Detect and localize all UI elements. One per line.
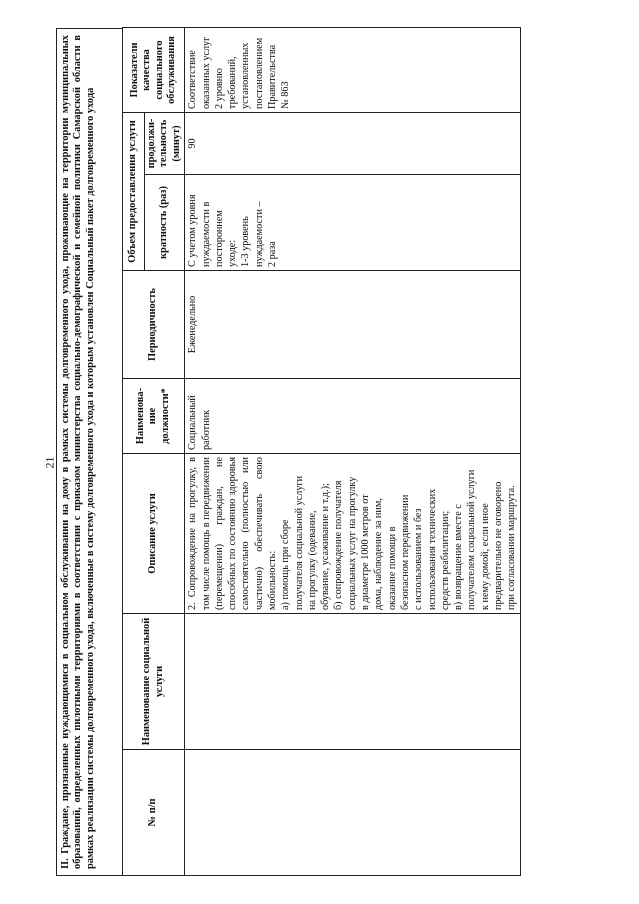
multiplicity-line: нуждаемости в bbox=[200, 201, 212, 267]
description-line: предварительно не оговорено bbox=[493, 481, 505, 610]
description-line: оказание помощи в bbox=[386, 526, 398, 610]
header-num: № п/п bbox=[123, 750, 185, 876]
description-line: на прогулку (одевание, bbox=[306, 510, 318, 610]
description-line: получателем социальной услуги bbox=[466, 469, 478, 610]
quality-list bbox=[186, 31, 292, 109]
quality-line: 2 уровню bbox=[213, 68, 225, 109]
multiplicity-line: уходе: bbox=[227, 239, 239, 267]
multiplicity-list bbox=[186, 178, 279, 267]
cell-service-name bbox=[185, 614, 520, 750]
quality-line: Соответствие bbox=[187, 50, 199, 109]
description-line: б) сопровождение получателя bbox=[333, 480, 345, 610]
quality-line: установленных bbox=[240, 42, 252, 109]
description-line: с использованием и без bbox=[413, 508, 425, 610]
multiplicity-line: нуждаемости – bbox=[253, 201, 265, 267]
quality-line: постановлением bbox=[253, 37, 265, 109]
description-line: социальных услуг на прогулку bbox=[346, 476, 358, 610]
quality-line: № 863 bbox=[280, 81, 292, 109]
description-line: дома, наблюдение за ним, bbox=[373, 498, 385, 610]
description-intro: 2. Сопровождение на прогулку, в том числе помощь в передвижении (перемещении) граждан, не способных по состоянию здоровья самостоятельно (полностью или частично) обеспечивать свою мобильность: bbox=[187, 457, 278, 610]
header-service-name: Наименование социальной услуги bbox=[123, 614, 185, 750]
table-row bbox=[185, 27, 520, 875]
multiplicity-line: 1-3 уровень bbox=[240, 216, 252, 267]
description-line: безопасном передвижении bbox=[399, 494, 411, 610]
quality-line: требований, bbox=[227, 56, 239, 109]
header-duration: продолжи-тельность (минут) bbox=[145, 112, 185, 174]
multiplicity-line: С учетом уровня bbox=[187, 194, 199, 267]
header-periodicity: Периодичность bbox=[123, 271, 185, 379]
cell-multiplicity bbox=[185, 175, 520, 271]
description-line: использования технических bbox=[426, 488, 438, 610]
multiplicity-line: 2 раза bbox=[267, 241, 278, 267]
quality-line: оказанных услуг bbox=[200, 36, 212, 109]
header-quality: Показатели качества социального обслуживания bbox=[123, 27, 185, 112]
header-description: Описание услуги bbox=[123, 454, 185, 614]
header-multiplicity: кратность (раз) bbox=[145, 175, 185, 271]
cell-periodicity: Еженедельно bbox=[185, 271, 520, 379]
quality-line: Правительства bbox=[267, 44, 278, 109]
cell-position: Социальный работник bbox=[185, 379, 520, 454]
cell-duration: 90 bbox=[185, 112, 520, 174]
page-number: 21 bbox=[42, 456, 57, 469]
header-position: Наименова-ние должности* bbox=[123, 379, 185, 454]
services-table bbox=[122, 27, 521, 876]
description-list bbox=[279, 457, 518, 610]
section-heading-text: II. Граждане, признанные нуждающимися в социальном обслуживании на дому в рамках системы долговременного ухода, проживающие на территории муниципальных образований, определенных пилотными территориями в соответствии с приказом министерства социально-демографической и семейной политики Самарской области в рамках реализации системы долговременного ухода, включенные в систему долговременного ухода и которым установлен Социальный пакет долговременного ухода bbox=[60, 35, 96, 869]
cell-quality bbox=[185, 27, 520, 112]
description-line: средств реабилитации; bbox=[439, 510, 451, 610]
multiplicity-line: постороннем bbox=[213, 210, 225, 267]
cell-num bbox=[185, 750, 520, 876]
description-line: в диаметре 1000 метров от bbox=[360, 494, 372, 610]
description-line: при согласовании маршрута. bbox=[506, 485, 518, 610]
description-line: обувание, усаживание и т.д.); bbox=[320, 483, 332, 610]
cell-description bbox=[185, 454, 520, 614]
description-line: получателя социальной услуги bbox=[293, 475, 305, 610]
section-heading bbox=[56, 28, 122, 876]
description-line: в) возвращение вместе с bbox=[453, 504, 465, 610]
description-line: к нему домой, если иное bbox=[479, 503, 491, 610]
rotated-page-content bbox=[56, 28, 591, 876]
description-line: а) помощь при сборе bbox=[280, 519, 292, 610]
header-volume-group: Объем предоставления услуги bbox=[123, 112, 145, 270]
